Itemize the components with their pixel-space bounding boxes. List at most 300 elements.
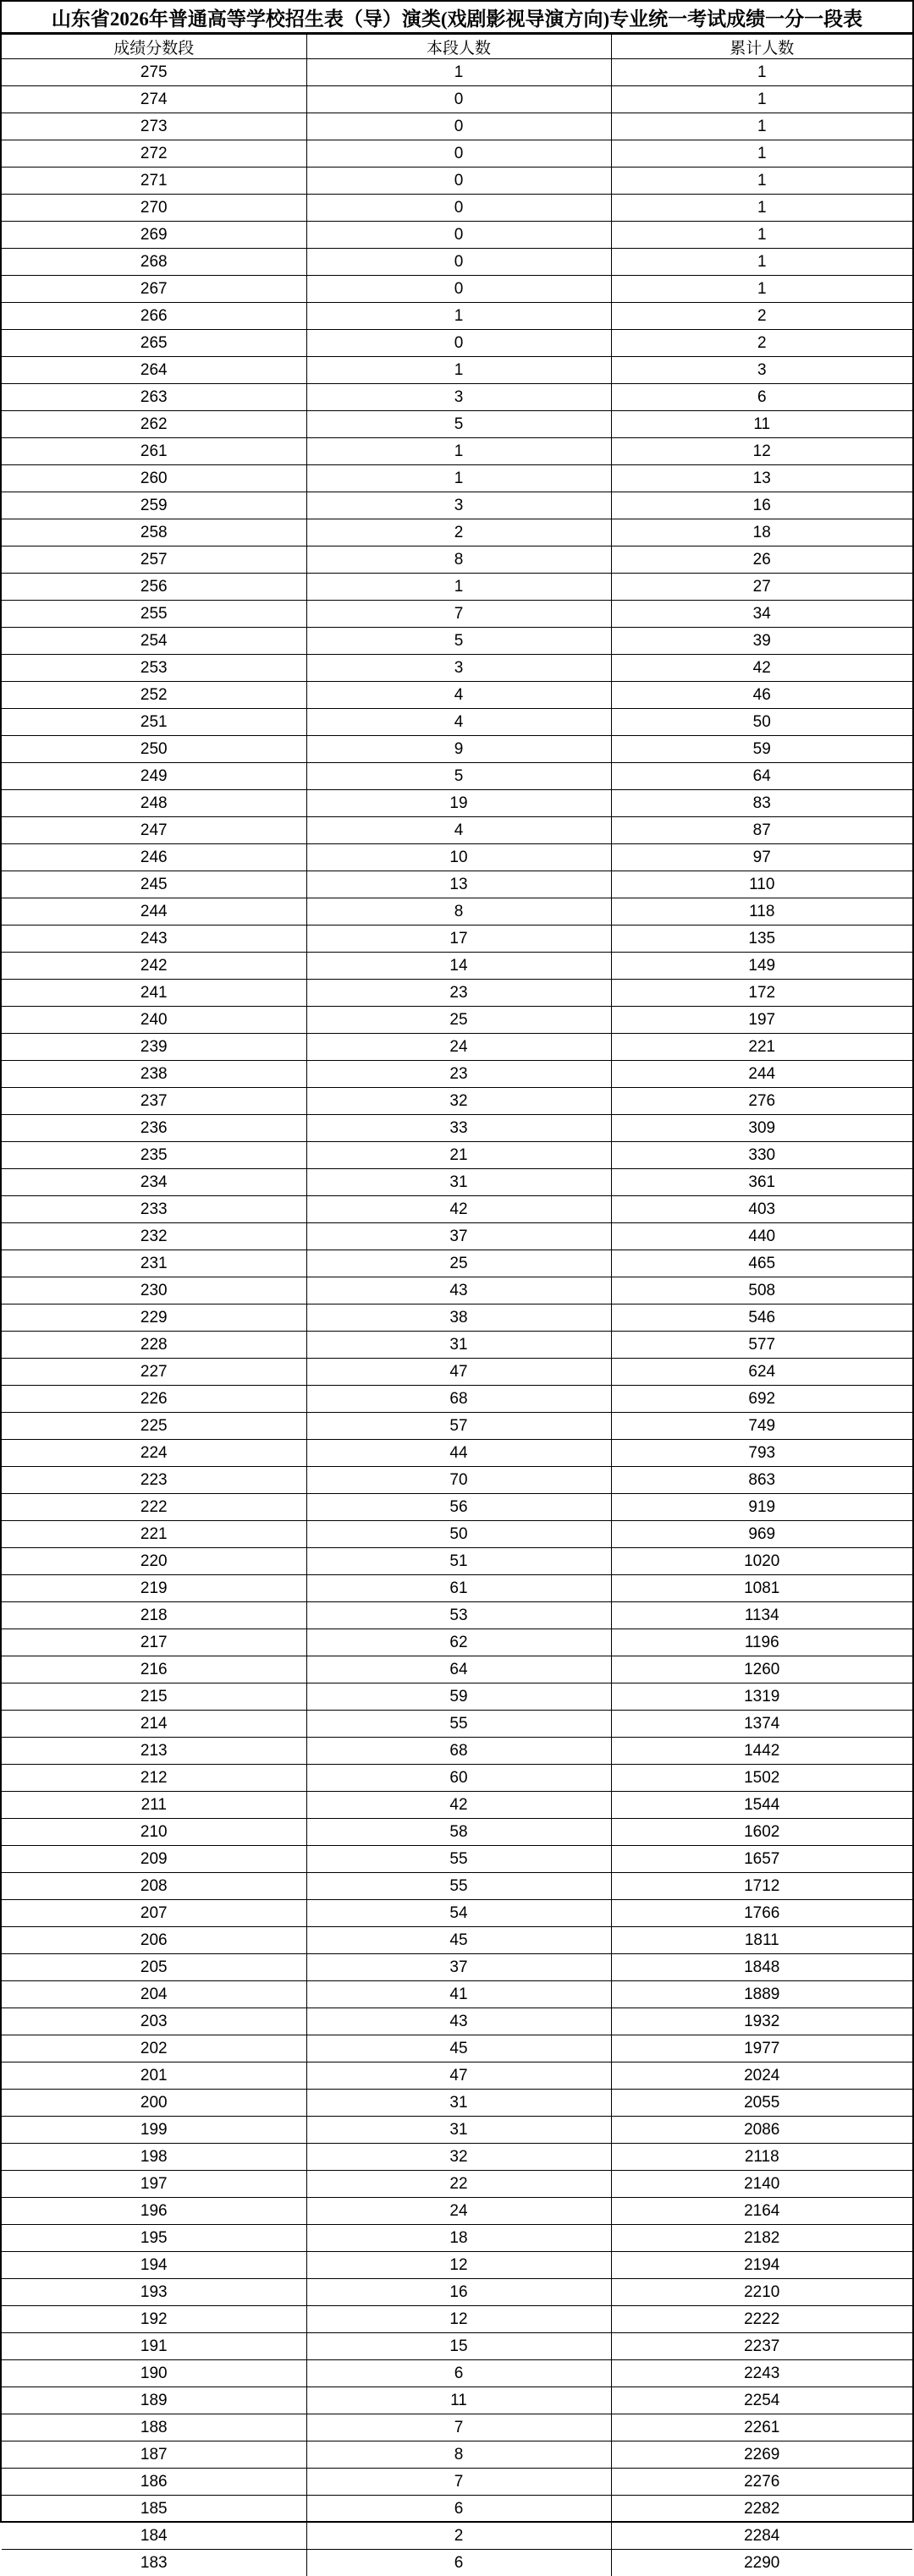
cell-segment-count: 38 — [306, 1304, 611, 1332]
cell-segment-count: 6 — [306, 2550, 611, 2576]
cell-score: 207 — [2, 1900, 306, 1927]
table-row — [2, 1196, 912, 1223]
table-row — [2, 1521, 912, 1548]
table-row — [2, 1332, 912, 1359]
cell-segment-count: 7 — [306, 2414, 611, 2441]
table-row — [2, 1819, 912, 1846]
cell-segment-count: 13 — [306, 871, 611, 898]
table-row — [2, 2008, 912, 2035]
cell-segment-count: 44 — [306, 1440, 611, 1467]
cell-cumulative-count: 1319 — [611, 1683, 912, 1711]
cell-cumulative-count: 2 — [611, 330, 912, 357]
cell-score: 200 — [2, 2090, 306, 2117]
cell-cumulative-count: 465 — [611, 1250, 912, 1277]
cell-score: 202 — [2, 2035, 306, 2062]
table-row — [2, 1548, 912, 1575]
cell-score: 255 — [2, 601, 306, 628]
table-row — [2, 574, 912, 601]
cell-cumulative-count: 1889 — [611, 1981, 912, 2008]
cell-segment-count: 0 — [306, 330, 611, 357]
cell-segment-count: 61 — [306, 1575, 611, 1602]
table-title: 山东省2026年普通高等学校招生表（导）演类(戏剧影视导演方向)专业统一考试成绩一分一段表 — [2, 2, 912, 34]
cell-cumulative-count: 16 — [611, 492, 912, 519]
cell-cumulative-count: 2055 — [611, 2090, 912, 2117]
cell-cumulative-count: 361 — [611, 1169, 912, 1196]
cell-score: 220 — [2, 1548, 306, 1575]
cell-cumulative-count: 2290 — [611, 2550, 912, 2576]
cell-score: 275 — [2, 59, 306, 86]
cell-segment-count: 16 — [306, 2279, 611, 2306]
table-row — [2, 2469, 912, 2496]
cell-segment-count: 47 — [306, 2062, 611, 2090]
cell-segment-count: 5 — [306, 628, 611, 655]
cell-cumulative-count: 2276 — [611, 2469, 912, 2496]
table-row — [2, 2198, 912, 2225]
cell-score: 270 — [2, 195, 306, 222]
cell-cumulative-count: 2210 — [611, 2279, 912, 2306]
cell-score: 252 — [2, 682, 306, 709]
cell-score: 241 — [2, 980, 306, 1007]
cell-score: 230 — [2, 1277, 306, 1304]
table-row — [2, 709, 912, 736]
cell-cumulative-count: 2118 — [611, 2144, 912, 2171]
cell-cumulative-count: 1020 — [611, 1548, 912, 1575]
table-row — [2, 1223, 912, 1250]
cell-score: 188 — [2, 2414, 306, 2441]
cell-cumulative-count: 1081 — [611, 1575, 912, 1602]
cell-cumulative-count: 2164 — [611, 2198, 912, 2225]
table-row — [2, 2062, 912, 2090]
cell-segment-count: 9 — [306, 736, 611, 763]
cell-segment-count: 0 — [306, 222, 611, 249]
cell-cumulative-count: 1848 — [611, 1954, 912, 1981]
cell-score: 224 — [2, 1440, 306, 1467]
table-row — [2, 384, 912, 411]
cell-cumulative-count: 244 — [611, 1061, 912, 1088]
cell-score: 263 — [2, 384, 306, 411]
cell-score: 257 — [2, 547, 306, 574]
cell-score: 265 — [2, 330, 306, 357]
cell-cumulative-count: 692 — [611, 1386, 912, 1413]
cell-cumulative-count: 2024 — [611, 2062, 912, 2090]
cell-segment-count: 31 — [306, 1332, 611, 1359]
table-row — [2, 2225, 912, 2252]
cell-score: 186 — [2, 2469, 306, 2496]
table-row — [2, 2360, 912, 2387]
cell-score: 212 — [2, 1765, 306, 1792]
cell-segment-count: 1 — [306, 438, 611, 465]
table-row — [2, 1683, 912, 1711]
cell-cumulative-count: 34 — [611, 601, 912, 628]
cell-segment-count: 59 — [306, 1683, 611, 1711]
table-row — [2, 1034, 912, 1061]
table-body — [2, 59, 912, 2576]
cell-score: 194 — [2, 2252, 306, 2279]
cell-score: 233 — [2, 1196, 306, 1223]
table-row — [2, 222, 912, 249]
table-row — [2, 519, 912, 547]
table-row — [2, 113, 912, 140]
table-row — [2, 2523, 912, 2550]
cell-segment-count: 25 — [306, 1250, 611, 1277]
cell-score: 208 — [2, 1873, 306, 1900]
cell-cumulative-count: 1932 — [611, 2008, 912, 2035]
cell-segment-count: 15 — [306, 2333, 611, 2360]
cell-cumulative-count: 1502 — [611, 1765, 912, 1792]
cell-segment-count: 8 — [306, 898, 611, 925]
cell-cumulative-count: 2243 — [611, 2360, 912, 2387]
table-row — [2, 736, 912, 763]
table-row — [2, 303, 912, 330]
cell-segment-count: 21 — [306, 1142, 611, 1169]
table-row — [2, 465, 912, 492]
cell-score: 256 — [2, 574, 306, 601]
cell-cumulative-count: 221 — [611, 1034, 912, 1061]
cell-cumulative-count: 1 — [611, 113, 912, 140]
cell-segment-count: 42 — [306, 1792, 611, 1819]
table-row — [2, 844, 912, 871]
cell-segment-count: 60 — [306, 1765, 611, 1792]
cell-segment-count: 31 — [306, 2117, 611, 2144]
cell-cumulative-count: 2194 — [611, 2252, 912, 2279]
cell-cumulative-count: 1544 — [611, 1792, 912, 1819]
cell-score: 211 — [2, 1792, 306, 1819]
cell-cumulative-count: 39 — [611, 628, 912, 655]
table-row — [2, 980, 912, 1007]
cell-segment-count: 8 — [306, 2441, 611, 2469]
cell-segment-count: 47 — [306, 1359, 611, 1386]
cell-cumulative-count: 1 — [611, 222, 912, 249]
cell-cumulative-count: 546 — [611, 1304, 912, 1332]
table-row — [2, 1711, 912, 1738]
cell-cumulative-count: 27 — [611, 574, 912, 601]
cell-score: 223 — [2, 1467, 306, 1494]
cell-cumulative-count: 2222 — [611, 2306, 912, 2333]
cell-segment-count: 3 — [306, 492, 611, 519]
cell-segment-count: 32 — [306, 1088, 611, 1115]
cell-segment-count: 55 — [306, 1873, 611, 1900]
table-row — [2, 330, 912, 357]
table-header — [2, 35, 912, 59]
table-row — [2, 547, 912, 574]
cell-segment-count: 25 — [306, 1007, 611, 1034]
cell-score: 209 — [2, 1846, 306, 1873]
cell-score: 236 — [2, 1115, 306, 1142]
cell-score: 240 — [2, 1007, 306, 1034]
cell-score: 261 — [2, 438, 306, 465]
table-row — [2, 2171, 912, 2198]
cell-segment-count: 23 — [306, 1061, 611, 1088]
table-row — [2, 168, 912, 195]
cell-score: 187 — [2, 2441, 306, 2469]
table-row — [2, 1765, 912, 1792]
cell-segment-count: 3 — [306, 655, 611, 682]
table-row — [2, 953, 912, 980]
cell-score: 267 — [2, 276, 306, 303]
cell-segment-count: 12 — [306, 2306, 611, 2333]
table-row — [2, 1304, 912, 1332]
cell-segment-count: 0 — [306, 249, 611, 276]
table-row — [2, 1413, 912, 1440]
table-row — [2, 195, 912, 222]
cell-cumulative-count: 83 — [611, 790, 912, 817]
cell-cumulative-count: 624 — [611, 1359, 912, 1386]
cell-cumulative-count: 1712 — [611, 1873, 912, 1900]
cell-cumulative-count: 1977 — [611, 2035, 912, 2062]
cell-score: 210 — [2, 1819, 306, 1846]
cell-segment-count: 0 — [306, 113, 611, 140]
table-row — [2, 1656, 912, 1683]
cell-cumulative-count: 2140 — [611, 2171, 912, 2198]
table-row — [2, 655, 912, 682]
cell-segment-count: 0 — [306, 140, 611, 168]
cell-score: 183 — [2, 2550, 306, 2576]
cell-score: 262 — [2, 411, 306, 438]
cell-segment-count: 8 — [306, 547, 611, 574]
table-row — [2, 2117, 912, 2144]
cell-score: 198 — [2, 2144, 306, 2171]
cell-segment-count: 4 — [306, 709, 611, 736]
cell-score: 246 — [2, 844, 306, 871]
cell-segment-count: 43 — [306, 2008, 611, 2035]
cell-score: 239 — [2, 1034, 306, 1061]
cell-cumulative-count: 2282 — [611, 2496, 912, 2523]
table-row — [2, 2441, 912, 2469]
table-row — [2, 1602, 912, 1629]
cell-segment-count: 55 — [306, 1711, 611, 1738]
table-row — [2, 2035, 912, 2062]
cell-cumulative-count: 2269 — [611, 2441, 912, 2469]
cell-score: 196 — [2, 2198, 306, 2225]
table-row — [2, 1467, 912, 1494]
cell-cumulative-count: 2284 — [611, 2523, 912, 2550]
cell-segment-count: 33 — [306, 1115, 611, 1142]
cell-cumulative-count: 508 — [611, 1277, 912, 1304]
cell-cumulative-count: 13 — [611, 465, 912, 492]
table-row — [2, 925, 912, 953]
table-row — [2, 1873, 912, 1900]
cell-cumulative-count: 3 — [611, 357, 912, 384]
cell-cumulative-count: 26 — [611, 547, 912, 574]
cell-score: 243 — [2, 925, 306, 953]
cell-score: 184 — [2, 2523, 306, 2550]
cell-cumulative-count: 2237 — [611, 2333, 912, 2360]
cell-segment-count: 10 — [306, 844, 611, 871]
cell-cumulative-count: 276 — [611, 1088, 912, 1115]
table-row — [2, 492, 912, 519]
cell-segment-count: 5 — [306, 411, 611, 438]
score-table — [2, 34, 912, 2576]
cell-segment-count: 2 — [306, 2523, 611, 2550]
cell-segment-count: 7 — [306, 2469, 611, 2496]
cell-cumulative-count: 1657 — [611, 1846, 912, 1873]
table-row — [2, 1061, 912, 1088]
table-row — [2, 1738, 912, 1765]
cell-cumulative-count: 1 — [611, 168, 912, 195]
cell-segment-count: 6 — [306, 2496, 611, 2523]
cell-cumulative-count: 12 — [611, 438, 912, 465]
cell-cumulative-count: 403 — [611, 1196, 912, 1223]
cell-segment-count: 0 — [306, 86, 611, 113]
cell-segment-count: 37 — [306, 1954, 611, 1981]
cell-segment-count: 6 — [306, 2360, 611, 2387]
cell-cumulative-count: 46 — [611, 682, 912, 709]
cell-cumulative-count: 1 — [611, 86, 912, 113]
cell-score: 247 — [2, 817, 306, 844]
cell-segment-count: 31 — [306, 1169, 611, 1196]
cell-score: 206 — [2, 1927, 306, 1954]
cell-cumulative-count: 2086 — [611, 2117, 912, 2144]
cell-segment-count: 56 — [306, 1494, 611, 1521]
cell-segment-count: 12 — [306, 2252, 611, 2279]
cell-score: 274 — [2, 86, 306, 113]
cell-score: 192 — [2, 2306, 306, 2333]
cell-score: 190 — [2, 2360, 306, 2387]
cell-score: 219 — [2, 1575, 306, 1602]
table-row — [2, 2550, 912, 2576]
cell-cumulative-count: 110 — [611, 871, 912, 898]
cell-cumulative-count: 1 — [611, 249, 912, 276]
cell-cumulative-count: 919 — [611, 1494, 912, 1521]
cell-segment-count: 42 — [306, 1196, 611, 1223]
cell-cumulative-count: 969 — [611, 1521, 912, 1548]
header-segment-count: 本段人数 — [306, 35, 611, 59]
cell-cumulative-count: 118 — [611, 898, 912, 925]
cell-segment-count: 5 — [306, 763, 611, 790]
cell-score: 201 — [2, 2062, 306, 2090]
table-row — [2, 2279, 912, 2306]
cell-cumulative-count: 18 — [611, 519, 912, 547]
cell-score: 248 — [2, 790, 306, 817]
cell-segment-count: 11 — [306, 2387, 611, 2414]
table-row — [2, 1359, 912, 1386]
cell-score: 254 — [2, 628, 306, 655]
cell-segment-count: 14 — [306, 953, 611, 980]
cell-score: 264 — [2, 357, 306, 384]
table-row — [2, 1088, 912, 1115]
cell-segment-count: 32 — [306, 2144, 611, 2171]
cell-score: 193 — [2, 2279, 306, 2306]
cell-cumulative-count: 97 — [611, 844, 912, 871]
cell-cumulative-count: 87 — [611, 817, 912, 844]
cell-cumulative-count: 577 — [611, 1332, 912, 1359]
table-row — [2, 817, 912, 844]
table-row — [2, 438, 912, 465]
table-row — [2, 1575, 912, 1602]
cell-segment-count: 4 — [306, 682, 611, 709]
cell-cumulative-count: 1196 — [611, 1629, 912, 1656]
table-row — [2, 2414, 912, 2441]
cell-segment-count: 1 — [306, 303, 611, 330]
cell-score: 191 — [2, 2333, 306, 2360]
cell-cumulative-count: 197 — [611, 1007, 912, 1034]
cell-segment-count: 17 — [306, 925, 611, 953]
table-row — [2, 2090, 912, 2117]
cell-score: 253 — [2, 655, 306, 682]
cell-score: 218 — [2, 1602, 306, 1629]
cell-cumulative-count: 1442 — [611, 1738, 912, 1765]
cell-cumulative-count: 2 — [611, 303, 912, 330]
table-row — [2, 763, 912, 790]
cell-cumulative-count: 863 — [611, 1467, 912, 1494]
cell-score: 232 — [2, 1223, 306, 1250]
table-row — [2, 140, 912, 168]
cell-cumulative-count: 1766 — [611, 1900, 912, 1927]
cell-segment-count: 31 — [306, 2090, 611, 2117]
table-row — [2, 628, 912, 655]
table-row — [2, 2496, 912, 2523]
cell-cumulative-count: 1 — [611, 59, 912, 86]
cell-cumulative-count: 2261 — [611, 2414, 912, 2441]
cell-segment-count: 53 — [306, 1602, 611, 1629]
table-row — [2, 59, 912, 86]
cell-score: 260 — [2, 465, 306, 492]
cell-cumulative-count: 793 — [611, 1440, 912, 1467]
cell-segment-count: 7 — [306, 601, 611, 628]
cell-cumulative-count: 11 — [611, 411, 912, 438]
cell-segment-count: 37 — [306, 1223, 611, 1250]
table-row — [2, 1440, 912, 1467]
cell-cumulative-count: 42 — [611, 655, 912, 682]
cell-segment-count: 3 — [306, 384, 611, 411]
cell-segment-count: 24 — [306, 2198, 611, 2225]
cell-score: 221 — [2, 1521, 306, 1548]
header-row — [2, 35, 912, 59]
cell-cumulative-count: 440 — [611, 1223, 912, 1250]
cell-score: 189 — [2, 2387, 306, 2414]
cell-segment-count: 50 — [306, 1521, 611, 1548]
cell-score: 195 — [2, 2225, 306, 2252]
table-row — [2, 1142, 912, 1169]
cell-segment-count: 0 — [306, 195, 611, 222]
cell-score: 273 — [2, 113, 306, 140]
cell-score: 238 — [2, 1061, 306, 1088]
cell-score: 268 — [2, 249, 306, 276]
table-row — [2, 2387, 912, 2414]
table-row — [2, 871, 912, 898]
cell-cumulative-count: 135 — [611, 925, 912, 953]
cell-segment-count: 4 — [306, 817, 611, 844]
table-row — [2, 411, 912, 438]
table-row — [2, 682, 912, 709]
table-row — [2, 1115, 912, 1142]
cell-score: 197 — [2, 2171, 306, 2198]
table-row — [2, 86, 912, 113]
cell-score: 215 — [2, 1683, 306, 1711]
cell-cumulative-count: 1811 — [611, 1927, 912, 1954]
cell-score: 199 — [2, 2117, 306, 2144]
cell-score: 249 — [2, 763, 306, 790]
table-row — [2, 790, 912, 817]
cell-cumulative-count: 1374 — [611, 1711, 912, 1738]
table-row — [2, 1900, 912, 1927]
cell-segment-count: 43 — [306, 1277, 611, 1304]
cell-cumulative-count: 50 — [611, 709, 912, 736]
cell-segment-count: 19 — [306, 790, 611, 817]
table-row — [2, 1007, 912, 1034]
cell-segment-count: 55 — [306, 1846, 611, 1873]
table-row — [2, 1846, 912, 1873]
cell-segment-count: 23 — [306, 980, 611, 1007]
table-row — [2, 357, 912, 384]
cell-score: 245 — [2, 871, 306, 898]
cell-score: 251 — [2, 709, 306, 736]
cell-segment-count: 41 — [306, 1981, 611, 2008]
cell-cumulative-count: 64 — [611, 763, 912, 790]
table-row — [2, 1792, 912, 1819]
cell-segment-count: 2 — [306, 519, 611, 547]
cell-cumulative-count: 59 — [611, 736, 912, 763]
